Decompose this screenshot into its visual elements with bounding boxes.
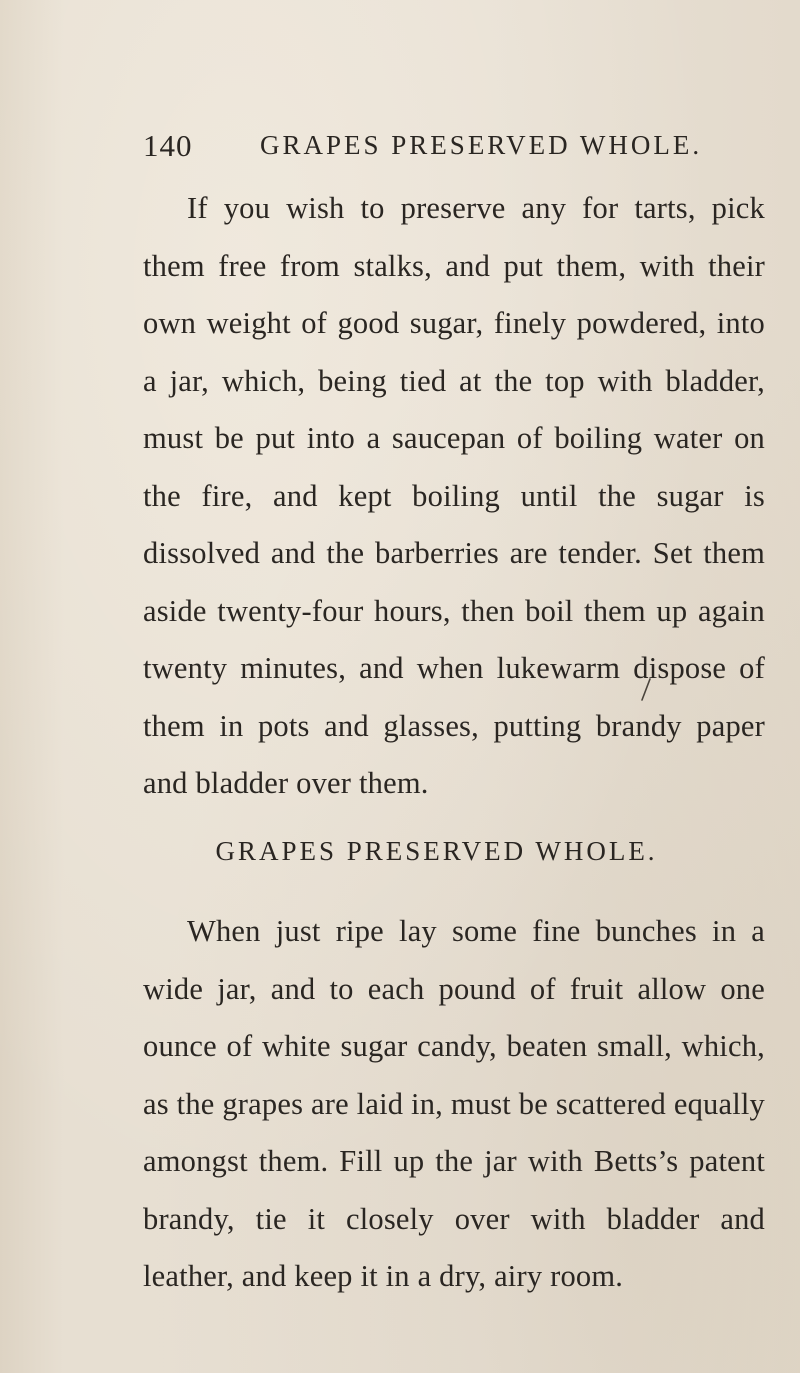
section-heading: [0, 836, 800, 867]
paragraph-barberries: [143, 180, 765, 813]
paragraph-grapes: [143, 903, 765, 1306]
section-heading-text: GRAPES PRESERVED WHOLE.: [215, 836, 658, 866]
pencil-mark-icon: [640, 678, 652, 702]
paragraph-text: If you wish to preserve any for tarts, pick them free from stalks, and put them, with their own weight of good sugar, finely powdered, into a jar, which, being tied at the top with bladder, must be put into a saucepan of boiling water on the fire, and kept boiling until the sugar is dissolved and the barberries are tender. Set them aside twenty-four hours, then boil them up again twenty minutes, and when lukewarm dispose of them in pots and glasses, putting brandy paper and bladder over them.: [143, 191, 765, 800]
running-head: [143, 128, 760, 168]
page-number: 140: [143, 128, 193, 163]
paragraph-text: When just ripe lay some fine bunches in a wide jar, and to each pound of fruit allow one ounce of white sugar candy, beaten small, which, as the grapes are laid in, must be scattered equally amongst them. Fill up the jar with Betts’s patent brandy, tie it closely over with bladder and leather, and keep it in a dry, airy room.: [143, 914, 765, 1293]
running-title: GRAPES PRESERVED WHOLE.: [260, 130, 703, 160]
